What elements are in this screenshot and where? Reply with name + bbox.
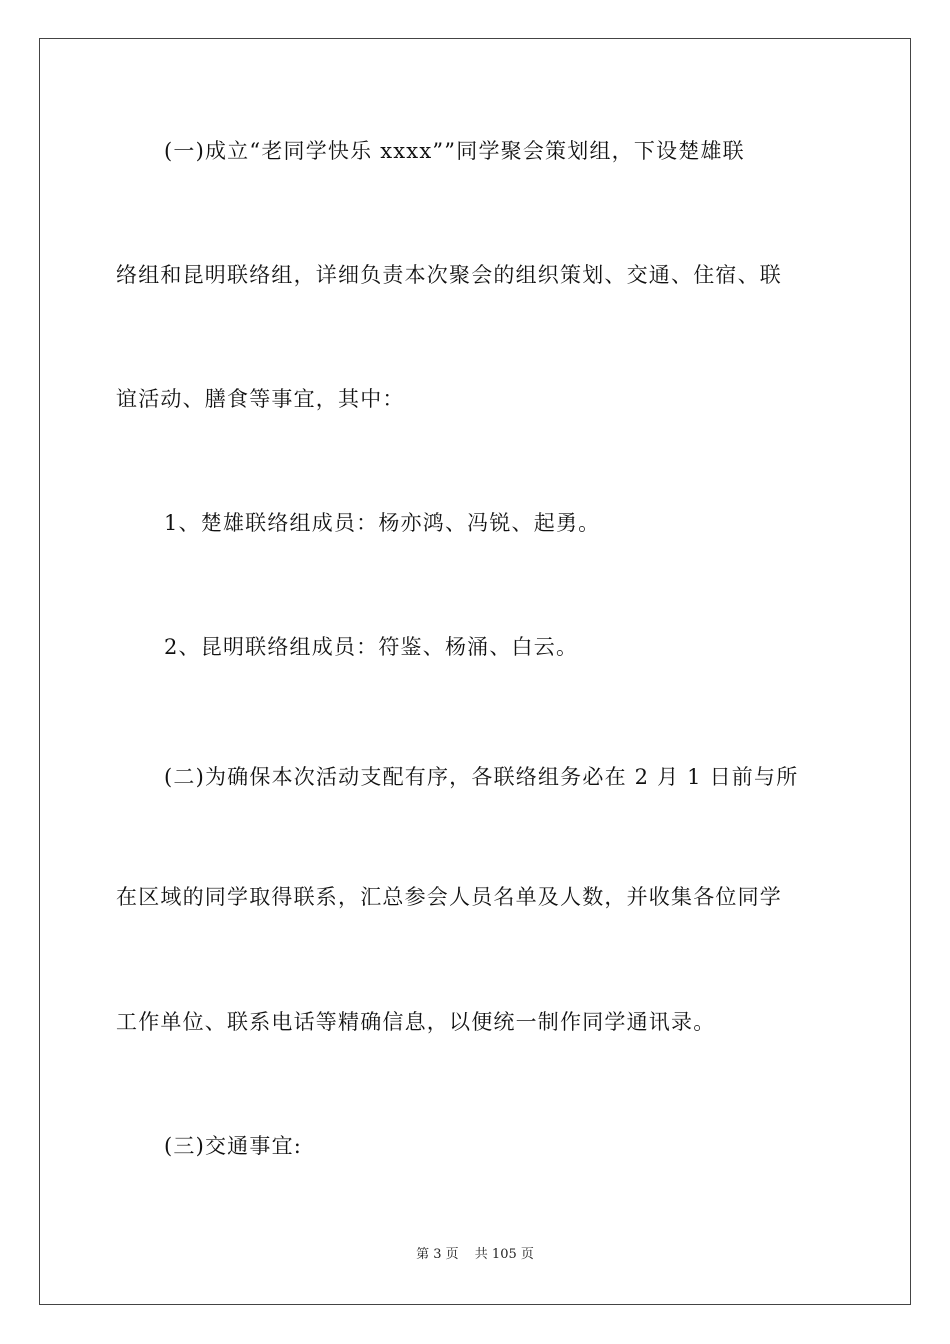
section-heading-transport: (三)交通事宜:	[164, 1134, 303, 1158]
page-number-current: 第 3 页	[416, 1247, 459, 1262]
paragraph-line-6: (二)为确保本次活动支配有序，各联络组务必在 2 月 1 日前与所	[164, 765, 799, 789]
list-item-kunming-group: 2、昆明联络组成员：符鉴、杨涌、白云。	[164, 635, 579, 659]
page-footer	[0, 1246, 950, 1264]
paragraph-line-1: (一)成立“老同学快乐 xxxx””同学聚会策划组，下设楚雄联	[164, 139, 745, 163]
paragraph-line-3: 谊活动、膳食等事宜，其中：	[116, 387, 405, 411]
paragraph-line-7: 在区域的同学取得联系，汇总参会人员名单及人数，并收集各位同学	[116, 885, 782, 909]
paragraph-line-8: 工作单位、联系电话等精确信息，以便统一制作同学通讯录。	[116, 1010, 716, 1034]
page-number-total: 共 105 页	[474, 1247, 534, 1262]
list-item-chuxiong-group: 1、楚雄联络组成员：杨亦鸿、冯锐、起勇。	[164, 511, 601, 535]
paragraph-line-2: 络组和昆明联络组，详细负责本次聚会的组织策划、交通、住宿、联	[116, 263, 782, 287]
page-border	[39, 38, 911, 1305]
